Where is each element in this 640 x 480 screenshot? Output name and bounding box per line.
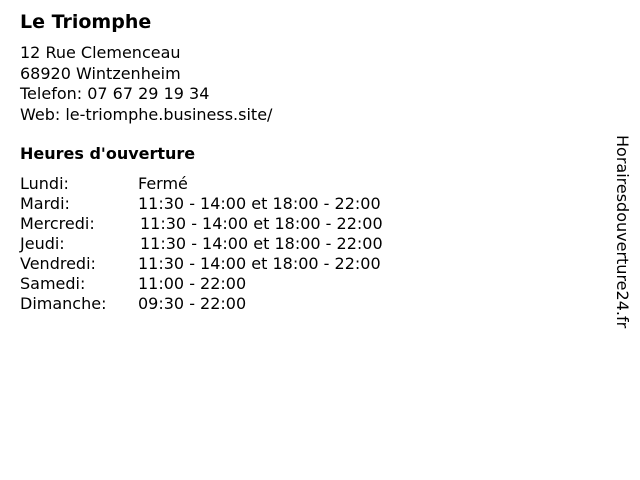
day-label: Mardi: [20,194,70,213]
street-address: 12 Rue Clemenceau [20,43,181,62]
day-hours: Fermé [138,174,188,193]
day-label: Mercredi: [20,214,95,233]
day-label: Dimanche: [20,294,107,313]
business-name: Le Triomphe [20,11,152,33]
phone-number: Telefon: 07 67 29 19 34 [20,84,210,103]
day-hours: 11:30 - 14:00 et 18:00 - 22:00 [138,194,381,213]
day-hours: 11:00 - 22:00 [138,274,247,293]
website-link[interactable]: Web: le-triomphe.business.site/ [20,104,273,124]
day-hours: 11:30 - 14:00 et 18:00 - 22:00 [138,254,381,273]
city-postcode: 68920 Wintzenheim [20,63,181,83]
day-label: Samedi: [20,274,86,293]
day-label: Vendredi: [20,254,96,273]
day-label: Lundi: [20,174,69,193]
business-contact [20,43,272,125]
day-hours: 11:30 - 14:00 et 18:00 - 22:00 [140,234,383,253]
day-label: Jeudi: [20,234,65,253]
opening-hours-heading: Heures d'ouverture [20,144,196,163]
day-hours: 09:30 - 22:00 [138,294,247,313]
site-watermark: Horairesdouverture24.fr [613,135,632,329]
day-hours: 11:30 - 14:00 et 18:00 - 22:00 [140,214,383,233]
